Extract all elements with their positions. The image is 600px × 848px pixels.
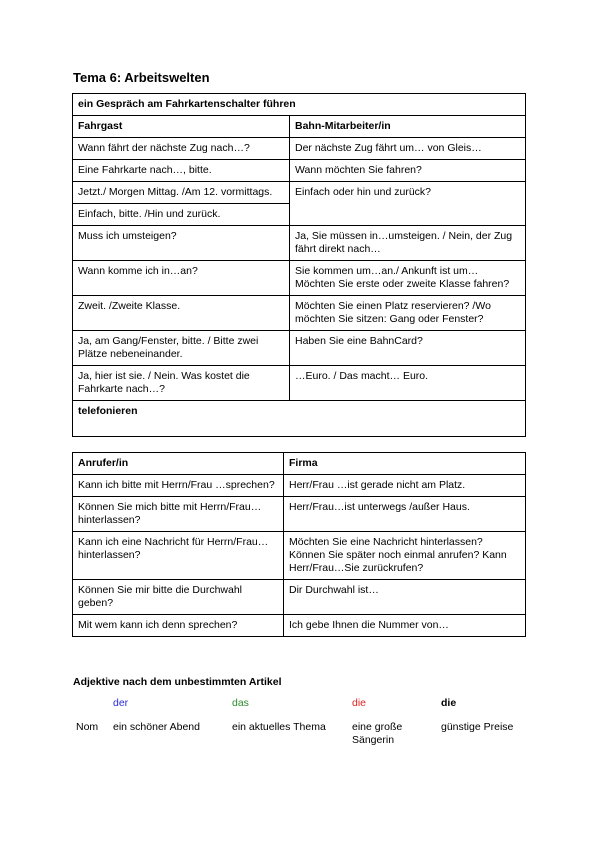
section-heading: telefonieren <box>73 401 526 437</box>
passenger-phrase: Wann komme ich in…an? <box>73 261 290 296</box>
passenger-phrase: Ja, hier ist sie. / Nein. Was kostet die Fahrkarte nach…? <box>73 366 290 401</box>
company-phrase: Ich gebe Ihnen die Nummer von… <box>284 615 526 637</box>
passenger-phrase: Muss ich umsteigen? <box>73 226 290 261</box>
example-das: ein aktuelles Thema <box>232 721 326 733</box>
table-row <box>73 580 526 615</box>
table-row <box>73 615 526 637</box>
passenger-phrase: Jetzt./ Morgen Mittag. /Am 12. vormittags. <box>73 182 290 204</box>
staff-phrase: Der nächste Zug fährt um… von Gleis… <box>290 138 526 160</box>
caller-phrase: Kann ich bitte mit Herrn/Frau …sprechen? <box>73 475 284 497</box>
table-row <box>73 226 526 261</box>
case-label-nominative: Nom <box>76 721 99 733</box>
staff-phrase: Einfach oder hin und zurück? <box>290 182 526 226</box>
column-header-passenger: Fahrgast <box>73 116 290 138</box>
caller-phrase: Können Sie mich bitte mit Herrn/Frau…hinterlassen? <box>73 497 284 532</box>
article-die-plural-header: die <box>441 697 457 709</box>
passenger-phrase: Einfach, bitte. /Hin und zurück. <box>73 204 290 226</box>
table-row <box>73 182 526 204</box>
table-row <box>73 532 526 580</box>
example-die-plural: günstige Preise <box>441 721 514 733</box>
table-row <box>73 160 526 182</box>
example-die-singular: eine große Sängerin <box>352 721 403 746</box>
column-header-caller: Anrufer/in <box>73 453 284 475</box>
company-phrase: Herr/Frau …ist gerade nicht am Platz. <box>284 475 526 497</box>
passenger-phrase: Wann fährt der nächste Zug nach…? <box>73 138 290 160</box>
page-title: Tema 6: Arbeitswelten <box>73 70 210 85</box>
table-row <box>73 296 526 331</box>
staff-phrase: Haben Sie eine BahnCard? <box>290 331 526 366</box>
article-die-singular-header: die <box>352 697 367 709</box>
column-header-company: Firma <box>284 453 526 475</box>
table-row <box>73 366 526 401</box>
caller-phrase: Können Sie mir bitte die Durchwahl geben? <box>73 580 284 615</box>
staff-phrase: …Euro. / Das macht… Euro. <box>290 366 526 401</box>
passenger-phrase: Eine Fahrkarte nach…, bitte. <box>73 160 290 182</box>
section-heading: ein Gespräch am Fahrkartenschalter führen <box>73 94 526 116</box>
article-das-header: das <box>232 697 249 709</box>
company-phrase: Herr/Frau…ist unterwegs /außer Haus. <box>284 497 526 532</box>
passenger-phrase: Ja, am Gang/Fenster, bitte. / Bitte zwei Plätze nebeneinander. <box>73 331 290 366</box>
ticket-counter-table <box>72 93 526 437</box>
table-row <box>73 331 526 366</box>
adjective-section-title: Adjektive nach dem unbestimmten Artikel <box>73 676 282 688</box>
caller-phrase: Mit wem kann ich denn sprechen? <box>73 615 284 637</box>
passenger-phrase: Zweit. /Zweite Klasse. <box>73 296 290 331</box>
example-der: ein schöner Abend <box>113 721 200 733</box>
company-phrase: Möchten Sie eine Nachricht hinterlassen? Können Sie später noch einmal anrufen? Kann Herr/Frau…Sie zurückrufen? <box>284 532 526 580</box>
staff-phrase: Sie kommen um…an./ Ankunft ist um… Möchten Sie erste oder zweite Klasse fahren? <box>290 261 526 296</box>
staff-phrase: Möchten Sie einen Platz reservieren? /Wo möchten Sie sitzen: Gang oder Fenster? <box>290 296 526 331</box>
article-der-header: der <box>113 697 129 709</box>
staff-phrase: Wann möchten Sie fahren? <box>290 160 526 182</box>
column-header-staff: Bahn-Mitarbeiter/in <box>290 116 526 138</box>
table-row <box>73 497 526 532</box>
staff-phrase: Ja, Sie müssen in…umsteigen. / Nein, der Zug fährt direkt nach… <box>290 226 526 261</box>
table-row <box>73 475 526 497</box>
company-phrase: Dir Durchwahl ist… <box>284 580 526 615</box>
phone-call-table <box>72 452 526 637</box>
caller-phrase: Kann ich eine Nachricht für Herrn/Frau…hinterlassen? <box>73 532 284 580</box>
table-row <box>73 261 526 296</box>
table-row <box>73 138 526 160</box>
